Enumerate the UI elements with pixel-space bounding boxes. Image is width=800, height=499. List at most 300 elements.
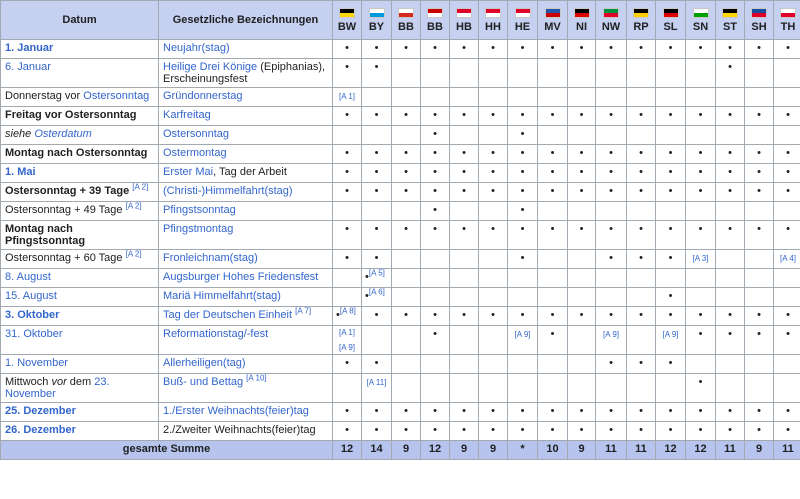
state-cell (716, 202, 745, 221)
state-cell (716, 355, 745, 374)
state-cell (450, 250, 479, 269)
sum-value: 9 (745, 441, 774, 460)
state-cell (686, 59, 716, 88)
link[interactable]: Pfingstsonntag (163, 204, 236, 216)
flag-icon (693, 8, 709, 18)
flag-icon (485, 8, 501, 18)
state-cell: • (716, 307, 745, 326)
state-cell: • (362, 40, 392, 59)
state-cell (774, 202, 800, 221)
name-cell (159, 221, 333, 250)
state-cell: • (421, 307, 450, 326)
state-cell: • (568, 403, 596, 422)
state-cell: • (362, 307, 392, 326)
flag-icon (545, 8, 561, 18)
state-cell (627, 126, 656, 145)
state-cell (479, 126, 508, 145)
date-text[interactable]: 25. Dezember (5, 405, 76, 417)
state-cell: • (568, 307, 596, 326)
footnote-ref[interactable]: [A 6] (368, 287, 385, 297)
state-cell: • (508, 40, 538, 59)
state-cell: • (627, 221, 656, 250)
state-cell: • (508, 145, 538, 164)
state-cell: • (392, 183, 421, 202)
footnote-ref[interactable]: [A 2] (125, 201, 142, 211)
state-cell (627, 326, 656, 355)
name-cell (159, 403, 333, 422)
state-cell: • (508, 126, 538, 145)
column-header-rp[interactable] (627, 1, 656, 40)
state-cell: • (686, 145, 716, 164)
state-cell: • (450, 403, 479, 422)
name-cell (159, 126, 333, 145)
state-cell: • (627, 250, 656, 269)
sum-value: * (508, 441, 538, 460)
state-cell (538, 59, 568, 88)
link[interactable]: Allerheiligen(tag) (163, 357, 246, 369)
state-cell: • (421, 326, 450, 355)
state-cell: • (686, 422, 716, 441)
state-cell (508, 59, 538, 88)
state-cell: • (596, 221, 627, 250)
state-cell (392, 326, 421, 355)
column-header-sl[interactable] (656, 1, 686, 40)
state-cell: • (596, 422, 627, 441)
table-row (1, 202, 800, 221)
link[interactable]: 1./Erster Weihnachts(feier)tag (163, 405, 309, 417)
state-cell (450, 88, 479, 107)
state-cell: • (568, 422, 596, 441)
state-cell (450, 126, 479, 145)
state-cell (450, 355, 479, 374)
footnote-ref[interactable]: [A 10] (246, 373, 267, 383)
state-cell: • (479, 145, 508, 164)
state-cell (686, 88, 716, 107)
column-header-hh[interactable] (479, 1, 508, 40)
state-cell: • (627, 307, 656, 326)
state-cell: • (508, 250, 538, 269)
state-cell (596, 374, 627, 403)
date-cell (1, 422, 159, 441)
name-cell (159, 250, 333, 269)
date-text[interactable]: 8. August (5, 271, 51, 283)
link[interactable]: (Christi-)Himmelfahrt(stag) (163, 185, 293, 197)
state-cell: • (508, 221, 538, 250)
state-cell: • (538, 403, 568, 422)
state-cell (686, 288, 716, 307)
state-cell: • (656, 250, 686, 269)
state-cell: • (450, 164, 479, 183)
state-cell: • (716, 59, 745, 88)
flag-icon (427, 8, 443, 18)
state-cell (596, 269, 627, 288)
state-cell: • (392, 107, 421, 126)
link[interactable]: 23. November (5, 376, 110, 400)
state-cell: • (686, 307, 716, 326)
footnote-ref[interactable]: [A 9] (338, 343, 355, 352)
column-header-sh[interactable] (745, 1, 774, 40)
footnote-ref[interactable]: [A 7] (295, 306, 312, 316)
state-cell: • (450, 307, 479, 326)
state-cell (392, 202, 421, 221)
state-cell: • (745, 403, 774, 422)
state-cell: • (333, 422, 362, 441)
sum-value: 10 (538, 441, 568, 460)
column-header-sn[interactable] (686, 1, 716, 40)
state-cell: • (538, 107, 568, 126)
column-header-th[interactable] (774, 1, 800, 40)
column-header-st[interactable] (716, 1, 745, 40)
sum-value: 11 (774, 441, 800, 460)
state-cell (479, 374, 508, 403)
text: Mittwoch (5, 376, 52, 388)
state-cell: • (450, 40, 479, 59)
flag-icon (339, 8, 355, 18)
date-text: Montag nach Pfingstsonntag (5, 223, 86, 247)
link[interactable]: Buß- und Bettag (163, 376, 244, 388)
column-header-mv[interactable] (538, 1, 568, 40)
state-cell: • (479, 307, 508, 326)
date-text[interactable]: 1. Mai (5, 166, 36, 178)
date-text[interactable]: 6. Januar (5, 61, 51, 73)
holiday-mark: • (336, 309, 340, 321)
state-cell (596, 88, 627, 107)
date-text[interactable]: 15. August (5, 290, 57, 302)
state-cell (596, 326, 627, 355)
date-text[interactable]: 1. Januar (5, 42, 54, 54)
state-cell (508, 355, 538, 374)
table-row (1, 164, 800, 183)
state-cell (538, 250, 568, 269)
state-cell (627, 88, 656, 107)
state-cell: • (392, 40, 421, 59)
column-header-bezeichnungen[interactable]: Gesetzliche Bezeichnungen (159, 1, 333, 40)
state-cell: • (421, 107, 450, 126)
state-cell (627, 202, 656, 221)
state-cell (450, 269, 479, 288)
state-cell (686, 202, 716, 221)
state-cell (421, 59, 450, 88)
name-cell (159, 164, 333, 183)
table-row (1, 221, 800, 250)
link[interactable]: Ostersonntag (83, 90, 150, 102)
link[interactable]: Mariä Himmelfahrt(stag) (163, 290, 281, 302)
state-cell: • (686, 326, 716, 355)
state-cell: • (774, 326, 800, 355)
column-header-bb[interactable] (392, 1, 421, 40)
footnote-ref[interactable]: [A 9] (662, 330, 679, 339)
footnote-ref[interactable]: [A 9] (514, 330, 531, 339)
state-cell: • (479, 403, 508, 422)
text: (Epiphanias), (257, 61, 326, 73)
name-cell (159, 107, 333, 126)
state-cell: • (627, 40, 656, 59)
state-cell: • (508, 307, 538, 326)
state-cell: • (745, 221, 774, 250)
state-cell: • (596, 250, 627, 269)
flag-icon (398, 8, 414, 18)
state-cell: • (421, 183, 450, 202)
state-cell (333, 307, 362, 326)
date-cell (1, 183, 159, 202)
date-text: Montag nach Ostersonntag (5, 147, 148, 159)
footnote-ref[interactable]: [A 3] (692, 254, 709, 263)
state-cell (508, 88, 538, 107)
header-row (1, 1, 800, 40)
date-text: Ostersonntag + 39 Tage (5, 185, 130, 197)
link[interactable]: Neujahr(stag) (163, 42, 230, 54)
date-cell (1, 269, 159, 288)
state-cell: • (686, 40, 716, 59)
state-cell: • (479, 164, 508, 183)
footnote-ref[interactable]: [A 1] (338, 92, 355, 101)
state-cell (716, 88, 745, 107)
state-cell (568, 374, 596, 403)
state-cell: • (392, 145, 421, 164)
column-header-hb[interactable] (450, 1, 479, 40)
footnote-ref[interactable]: [A 2] (132, 182, 149, 192)
state-cell (479, 269, 508, 288)
state-cell (656, 202, 686, 221)
sum-value: 9 (479, 441, 508, 460)
state-abbr: HE (514, 20, 531, 33)
state-cell (656, 88, 686, 107)
column-header-nw[interactable] (596, 1, 627, 40)
column-header-bb[interactable] (421, 1, 450, 40)
text: , Tag der Arbeit (213, 166, 287, 178)
sum-value: 14 (362, 441, 392, 460)
state-cell (333, 202, 362, 221)
date-text[interactable]: 31. Oktober (5, 328, 63, 340)
state-cell: • (686, 403, 716, 422)
flag-icon (751, 8, 767, 18)
state-abbr: SL (663, 20, 678, 33)
state-abbr: HH (485, 20, 501, 33)
state-cell (627, 374, 656, 403)
state-cell: • (362, 107, 392, 126)
sum-value: 9 (392, 441, 421, 460)
state-cell (479, 59, 508, 88)
state-cell: • (333, 355, 362, 374)
state-abbr: BY (368, 20, 385, 33)
state-cell: • (392, 403, 421, 422)
sum-label: gesamte Summe (1, 441, 333, 460)
link[interactable]: Heilige Drei Könige (163, 61, 258, 73)
state-cell: • (508, 202, 538, 221)
flag-icon (369, 8, 385, 18)
state-cell: • (596, 403, 627, 422)
state-cell (745, 88, 774, 107)
column-header-he[interactable] (508, 1, 538, 40)
name-cell (159, 269, 333, 288)
state-cell (362, 202, 392, 221)
column-header-by[interactable] (362, 1, 392, 40)
state-cell: • (627, 183, 656, 202)
state-abbr: NW (601, 20, 621, 33)
state-cell (568, 202, 596, 221)
state-cell: • (716, 40, 745, 59)
state-cell: • (568, 40, 596, 59)
state-cell: • (362, 250, 392, 269)
state-cell (568, 250, 596, 269)
footnote-ref[interactable]: [A 11] (366, 378, 387, 387)
state-cell: • (745, 326, 774, 355)
state-cell: • (421, 403, 450, 422)
column-header-ni[interactable] (568, 1, 596, 40)
state-cell (392, 126, 421, 145)
state-cell (774, 88, 800, 107)
state-cell: • (596, 164, 627, 183)
state-cell: • (716, 221, 745, 250)
state-cell: • (538, 422, 568, 441)
state-abbr: BB (427, 20, 443, 33)
state-cell (421, 355, 450, 374)
state-cell (392, 250, 421, 269)
link[interactable]: Erster Mai (163, 166, 214, 178)
date-cell (1, 374, 159, 403)
state-cell (392, 269, 421, 288)
table-row (1, 88, 800, 107)
state-cell: • (508, 164, 538, 183)
date-text[interactable]: 3. Oktober (5, 309, 60, 321)
state-cell: • (508, 183, 538, 202)
state-cell: • (716, 107, 745, 126)
state-cell (450, 288, 479, 307)
state-cell: • (656, 183, 686, 202)
state-cell: • (538, 183, 568, 202)
state-cell: • (774, 422, 800, 441)
table-row (1, 355, 800, 374)
sum-value: 9 (450, 441, 479, 460)
column-header-bw[interactable] (333, 1, 362, 40)
state-cell (745, 374, 774, 403)
link[interactable]: Tag der Deutschen Einheit (163, 309, 293, 321)
date-text[interactable]: 1. November (5, 357, 68, 369)
state-cell: • (627, 145, 656, 164)
date-text: Ostersonntag + 49 Tage (5, 204, 123, 216)
state-cell: • (333, 183, 362, 202)
state-cell: • (538, 145, 568, 164)
link[interactable]: Pfingstmontag (163, 223, 234, 235)
date-cell (1, 126, 159, 145)
date-text[interactable]: 26. Dezember (5, 424, 76, 436)
state-cell (596, 126, 627, 145)
table-row (1, 374, 800, 403)
state-cell: • (479, 40, 508, 59)
state-cell: • (627, 164, 656, 183)
state-cell: • (538, 164, 568, 183)
column-header-datum[interactable]: Datum (1, 1, 159, 40)
link[interactable]: Reformationstag/-fest (163, 328, 269, 340)
state-cell (627, 269, 656, 288)
state-cell: • (392, 307, 421, 326)
state-cell (333, 88, 362, 107)
footnote-ref[interactable]: [A 2] (125, 249, 142, 259)
date-cell (1, 202, 159, 221)
sum-value: 9 (568, 441, 596, 460)
name-cell (159, 307, 333, 326)
state-cell: • (656, 307, 686, 326)
table-row (1, 40, 800, 59)
state-cell (568, 355, 596, 374)
state-cell (450, 59, 479, 88)
state-cell (716, 288, 745, 307)
state-cell: • (362, 164, 392, 183)
link[interactable]: Augsburger Hohes Friedensfest (163, 271, 319, 283)
state-cell: • (656, 221, 686, 250)
date-cell (1, 145, 159, 164)
state-cell: • (392, 422, 421, 441)
state-cell (479, 288, 508, 307)
state-cell: • (686, 183, 716, 202)
name-cell (159, 288, 333, 307)
state-cell (538, 88, 568, 107)
table-row (1, 107, 800, 126)
state-cell (568, 126, 596, 145)
table-row (1, 307, 800, 326)
table-row (1, 288, 800, 307)
state-cell (745, 250, 774, 269)
footnote-ref[interactable]: [A 8] (339, 306, 356, 316)
link[interactable]: Osterdatum (34, 128, 92, 140)
link[interactable]: Fronleichnam(stag) (163, 252, 258, 264)
state-cell (774, 288, 800, 307)
state-cell: • (333, 59, 362, 88)
state-cell: • (745, 40, 774, 59)
state-cell: • (508, 107, 538, 126)
footnote-ref[interactable]: [A 4] (779, 254, 796, 263)
state-cell: • (568, 221, 596, 250)
state-cell (333, 269, 362, 288)
date-cell (1, 164, 159, 183)
state-cell (392, 355, 421, 374)
state-abbr: HB (456, 20, 472, 33)
state-cell (421, 88, 450, 107)
state-cell (774, 355, 800, 374)
footnote-ref[interactable]: [A 1] (338, 328, 355, 337)
table-row (1, 59, 800, 88)
state-cell: • (538, 307, 568, 326)
state-cell: • (774, 164, 800, 183)
state-cell (362, 374, 392, 403)
state-cell (656, 59, 686, 88)
flag-icon (603, 8, 619, 18)
state-cell: • (421, 126, 450, 145)
holiday-mark: • (365, 290, 369, 302)
state-abbr: ST (722, 20, 738, 33)
state-cell (362, 88, 392, 107)
flag-icon (633, 8, 649, 18)
state-cell: • (450, 145, 479, 164)
link[interactable]: Karfreitag (163, 109, 211, 121)
state-cell: • (421, 164, 450, 183)
footnote-ref[interactable]: [A 9] (602, 330, 619, 339)
state-cell (716, 126, 745, 145)
link[interactable]: Ostersonntag (163, 128, 230, 140)
link[interactable]: Ostermontag (163, 147, 227, 159)
text: Erscheinungsfest (163, 73, 248, 85)
state-cell (596, 202, 627, 221)
table-row (1, 326, 800, 355)
state-cell: • (716, 145, 745, 164)
table-row (1, 269, 800, 288)
state-cell (627, 288, 656, 307)
sum-value: 11 (716, 441, 745, 460)
sum-value: 12 (656, 441, 686, 460)
link[interactable]: Gründonnerstag (163, 90, 243, 102)
footnote-ref[interactable]: [A 5] (368, 268, 385, 278)
state-cell: • (656, 288, 686, 307)
